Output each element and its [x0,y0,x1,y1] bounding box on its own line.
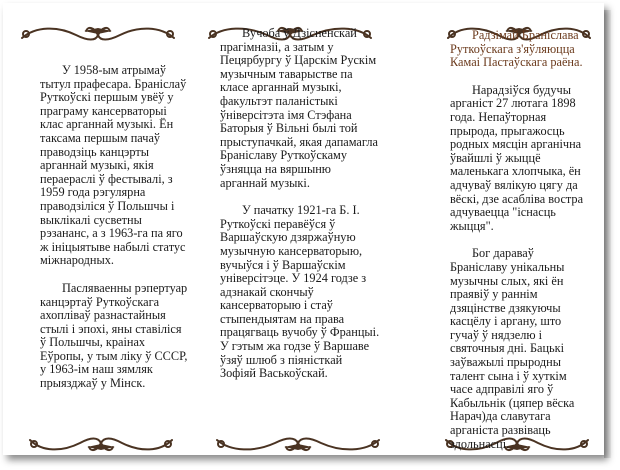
middle-column [220,27,380,381]
scroll-ornament-icon [18,22,178,48]
paragraph: Пасляваенны рэпертуар канцэртаў Руткоўскага ахопліваў разнастайныя стылі і эпохі, яны ставіліся ў Польшчы, краінах Еўропы, у тым ліку ў СССР, у 1963-ім наш зямляк прыязджаў у Мінск. [40,280,188,391]
page-shadow [604,10,611,458]
paragraph: Вучоба ў Дзісненскай прагімназіі, а затым у Пецярбургу ў Царскім Рускім музычным таварыстве па класе арганнай музыкі, факультэт паланістыкі ўніверсітэта імя Стэфана Баторыя ў Вільні былі той прыступачкай, якая дапамагла Браніславу Руткоўскаму ўзняцца на вяршыню арганнай музыкі. [220,26,378,190]
right-column [450,29,590,451]
paragraph: У 1958-ым атрымаў тытул прафесара. Браніслаў Руткоўскі першым увёў у праграму кансерваторыі клас арганнай музыкі. Ён таксама першым пачаў праводзіць канцэрты арганнай музыкі, якія пераераслі ў фестывалі, з 1959 года рэгулярна праводзіліся ў Польшчы і выклікалі сусветны рэзананс, а з 1963-га па яго ж ініцыятыве набылі статус міжнародных. [40,63,187,268]
left-column [40,64,190,391]
scroll-ornament-icon [213,430,383,456]
paragraph: Бог дараваў Браніславу унікальны музычны слых, які ён праявіў у раннім дзяцінстве дзякуючы касцёлу і аргану, што гучаў ў нядзелю і святочныя дні. Бацькі заўважылі прыродны талент сына і ў хуткім часе адправілі яго ў Кабыльнік (цяпер вёска Нарач)да славутага арганіста развіваць здольнасці. [450,246,575,451]
column-heading: Радзімай Браніслава Руткоўскага з'яўляюцца Камаі Пастаўскага раёна. [450,28,583,70]
paragraph: У пачатку 1921-га Б. І. Руткоўскі перавёўся ў Варшаўскую дзяржаўную музычную кансерваторыю, вучыўся і ў Варшаўскім універсітэце. У 1924 годзе з адзнакай скончыў кансерваторыю і стаў стыпендыятам на права працягваць вучобу ў Францыі. У гэтым жа годзе ў Варшаве ўзяў шлюб з піяністкай Зофіяй Васькоўскай. [220,203,380,381]
paragraph: Нарадзіўся будучы арганіст 27 лютага 1898 года. Непаўторная прырода, прыгажосць родных мясцін арганічна ўвайшлі ў жыццё маленькага хлопчыка, ён адчуваў вялікую цягу да вёскі, дзе асабліва востра адчуваецца "існасць жыцця". [450,82,584,233]
scroll-ornament-icon [26,430,176,456]
